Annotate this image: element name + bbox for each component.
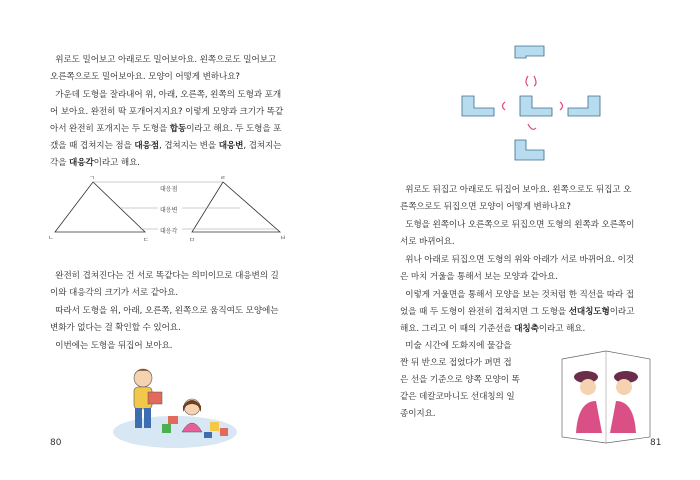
triangle-right <box>192 182 280 232</box>
text-line: 이라고 <box>609 307 635 317</box>
text-line: 위나 아래로 뒤집으면 도형의 위와 아래가 서로 바뀌어요. 이것 <box>405 255 634 265</box>
text-line: 해요. 그리고 이 때의 기준선을 <box>400 324 515 334</box>
text-line: 오른쪽으로도 밀어보아요. 모양이 어떻게 변하나요? <box>50 72 240 82</box>
text-line: 종이지요. <box>400 409 436 419</box>
arrow-down-icon <box>528 124 536 129</box>
text-line: 아서 완전히 포개지는 두 도형을 <box>50 124 170 134</box>
text-line: 이라고 해요. <box>93 158 140 168</box>
vertex-label: ㅂ <box>280 235 286 242</box>
decalcomania-illustration <box>558 345 654 445</box>
boy-block <box>148 392 162 404</box>
paragraph-left-right-flip <box>400 217 634 251</box>
text-line: 변화가 없다는 걸 확인할 수 있어요. <box>50 323 181 333</box>
text-line: 도형을 왼쪽이나 오른쪽으로 뒤집으면 도형의 왼쪽과 오른쪽이 <box>405 220 635 230</box>
arrow-up-icon <box>526 76 528 86</box>
text-line: 각을 <box>50 158 70 168</box>
text-line: 이라고 해요. <box>538 324 586 334</box>
shape-right <box>568 96 600 116</box>
face-left <box>580 379 596 395</box>
text-line: 른쪽으로도 뒤집으면 모양이 어떻게 변하나요? <box>400 202 571 212</box>
toy-block <box>220 428 228 436</box>
vertex-label: ㅁ <box>189 237 195 244</box>
flipped-shapes-diagram <box>460 40 650 172</box>
text-line: 이번에는 도형을 뒤집어 보아요. <box>55 341 173 351</box>
page-number: 81 <box>650 438 662 448</box>
toy-block <box>162 424 171 433</box>
toy-block <box>210 422 219 431</box>
text-line: 었을 때 두 도형이 완전히 겹쳐지면 그 도형을 <box>400 307 569 317</box>
arrow-left-icon <box>503 102 506 110</box>
page-number: 80 <box>50 438 62 448</box>
text-line: 이렇게 거울면을 통해서 모양을 보는 것처럼 한 직선을 따라 접 <box>405 290 634 300</box>
term-congruence: 합동 <box>169 124 187 134</box>
right-page <box>350 0 700 480</box>
toy-block <box>168 416 178 424</box>
term-corresponding-side: 대응변 <box>218 141 244 151</box>
text-line: , 겹쳐지는 변을 <box>158 141 219 151</box>
text-line: 이라고 해요. 두 도형을 포 <box>186 124 282 134</box>
label-corresponding-angle: 대응각 <box>160 228 178 235</box>
text-line: 서로 바뀌어요. <box>400 237 455 247</box>
text-line: 따라서 도형을 위, 아래, 오른쪽, 왼쪽으로 움직여도 모양에는 <box>55 306 279 316</box>
face-right <box>616 379 632 395</box>
shape-center <box>520 96 552 116</box>
text-line: 은 마치 거울을 통해서 보는 모양과 같아요. <box>400 272 558 282</box>
text-line: 어 보아요. 완전히 딱 포개어지지요? 이렇게 모양과 크기가 똑같 <box>50 107 284 117</box>
text-line: 은 선을 기준으로 양쪽 모양이 똑 <box>400 375 520 385</box>
shape-bottom <box>515 140 544 160</box>
term-line-symmetric-figure: 선대칭도형 <box>568 307 610 317</box>
label-corresponding-side: 대응변 <box>160 207 178 214</box>
text-line: 이와 대응각의 크기가 서로 같아요. <box>50 288 178 298</box>
shape-top <box>515 46 544 58</box>
vertex-label: ㄷ <box>143 237 149 244</box>
text-line: 위로도 밀어보고 아래로도 밀어보아요. 왼쪽으로도 밀어보고 <box>55 55 277 65</box>
text-line: 짠 뒤 반으로 접었다가 펴면 접 <box>400 358 512 368</box>
term-axis-of-symmetry: 대칭축 <box>514 324 539 334</box>
text-line: 완전히 겹쳐진다는 건 서로 똑같다는 의미이므로 대응변의 길 <box>55 271 279 281</box>
vertex-label: ㄹ <box>220 175 226 182</box>
vertex-label: ㄴ <box>48 235 54 242</box>
arrow-up-icon <box>534 76 536 86</box>
paragraph-movement <box>50 303 278 337</box>
paragraph-flip-question <box>400 182 631 216</box>
children-playing-illustration <box>110 362 240 450</box>
paragraph-flip-intro <box>50 338 172 355</box>
paragraph-decalcomania <box>400 338 520 423</box>
boy-leg <box>135 408 142 428</box>
term-corresponding-point: 대응점 <box>134 141 159 151</box>
text-line: 같은 데칼코마니도 선대칭의 일 <box>400 392 515 402</box>
paragraph-equal-sides <box>50 268 279 302</box>
paragraph-line-symmetry <box>400 287 634 338</box>
triangle-left <box>55 182 145 232</box>
label-corresponding-point: 대응점 <box>160 186 178 193</box>
paragraph-up-down-flip <box>400 252 634 286</box>
toy-block <box>204 432 212 438</box>
term-corresponding-angle: 대응각 <box>69 158 94 168</box>
boy-leg <box>144 408 151 428</box>
text-line: 가운데 도형을 잘라내어 위, 아래, 오른쪽, 왼쪽의 도형과 포개 <box>55 90 282 100</box>
shape-left <box>462 96 494 116</box>
text-line: 갰을 때 겹쳐지는 점을 <box>50 141 135 151</box>
text-line: 미술 시간에 도화지에 물감을 <box>405 341 512 351</box>
paragraph-slide-intro <box>50 52 276 86</box>
text-line: , 겹쳐지는 <box>243 141 282 151</box>
vertex-label: ㄱ <box>89 175 95 182</box>
arrow-right-icon <box>560 102 563 110</box>
congruent-triangles-diagram <box>40 172 310 250</box>
text-line: 위로도 뒤집고 아래로도 뒤집어 보아요. 왼쪽으로도 뒤집고 오 <box>405 185 632 195</box>
paragraph-congruence <box>50 87 283 172</box>
